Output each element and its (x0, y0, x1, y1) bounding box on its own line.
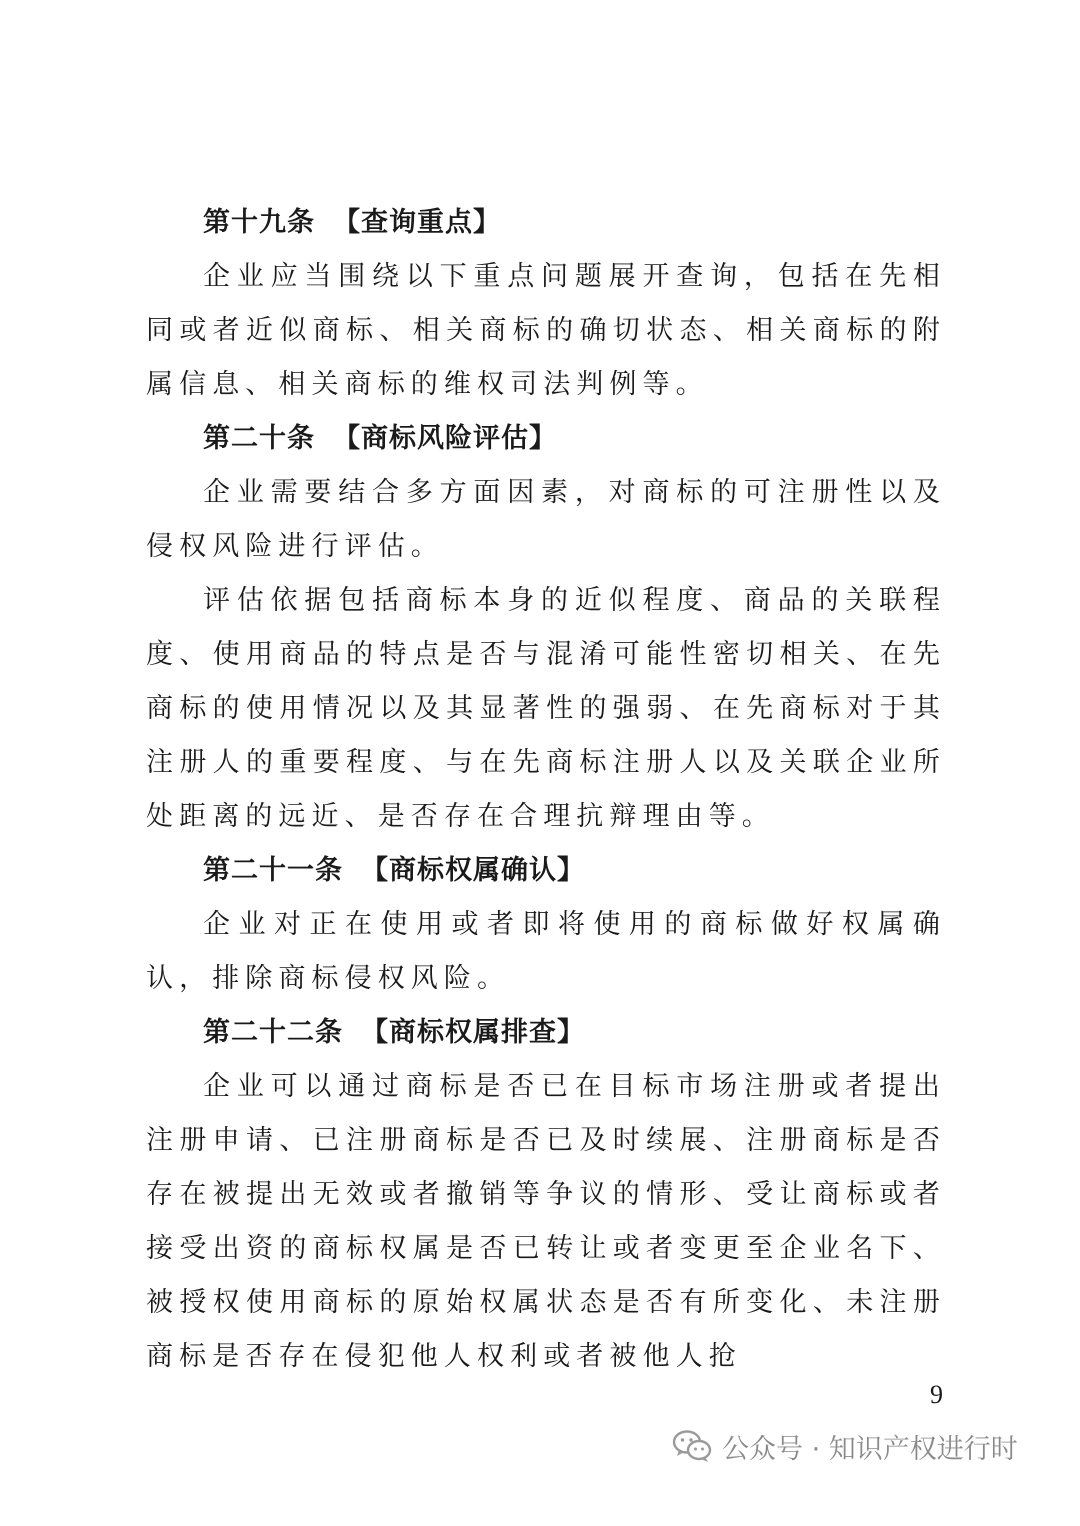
article-number: 第二十条 (203, 423, 315, 454)
article-heading (146, 196, 946, 250)
wechat-icon (672, 1429, 712, 1463)
article-paragraph: 企业可以通过商标是否已在目标市场注册或者提出注册申请、已注册商标是否已及时续展、注册商标是否存在被提出无效或者撤销等争议的情形、受让商标或者接受出资的商标权属是否已转让或者变更至企业名下、被授权使用商标的原始权属状态是否有所变化、未注册商标是否存在侵犯他人权利或者被他人抢 (146, 1071, 946, 1372)
article-paragraph: 企业需要结合多方面因素，对商标的可注册性以及侵权风险进行评估。 (146, 477, 946, 562)
article-heading (146, 412, 946, 466)
article-paragraph: 评估依据包括商标本身的近似程度、商品的关联程度、使用商品的特点是否与混淆可能性密切相关、在先商标的使用情况以及其显著性的强弱、在先商标对于其注册人的重要程度、与在先商标注册人以及关联企业所处距离的远近、是否存在合理抗辩理由等。 (146, 585, 946, 832)
article-heading (146, 844, 946, 898)
article-heading (146, 1006, 946, 1060)
article-title: 【商标权属排查】 (361, 1017, 585, 1048)
watermark (672, 1426, 1018, 1466)
article-paragraph: 企业对正在使用或者即将使用的商标做好权属确认，排除商标侵权风险。 (146, 909, 946, 994)
article-number: 第二十二条 (203, 1017, 343, 1048)
page-number: 9 (930, 1380, 943, 1409)
watermark-text: 公众号 · 知识产权进行时 (722, 1433, 1018, 1465)
article-paragraph: 企业应当围绕以下重点问题展开查询，包括在先相同或者近似商标、相关商标的确切状态、相关商标的附属信息、相关商标的维权司法判例等。 (146, 261, 946, 400)
article-number: 第二十一条 (203, 855, 343, 886)
article-number: 第十九条 (203, 207, 315, 238)
article-title: 【商标风险评估】 (333, 423, 557, 454)
article-title: 【查询重点】 (333, 207, 501, 238)
document-body (146, 196, 946, 1384)
article-title: 【商标权属确认】 (361, 855, 585, 886)
